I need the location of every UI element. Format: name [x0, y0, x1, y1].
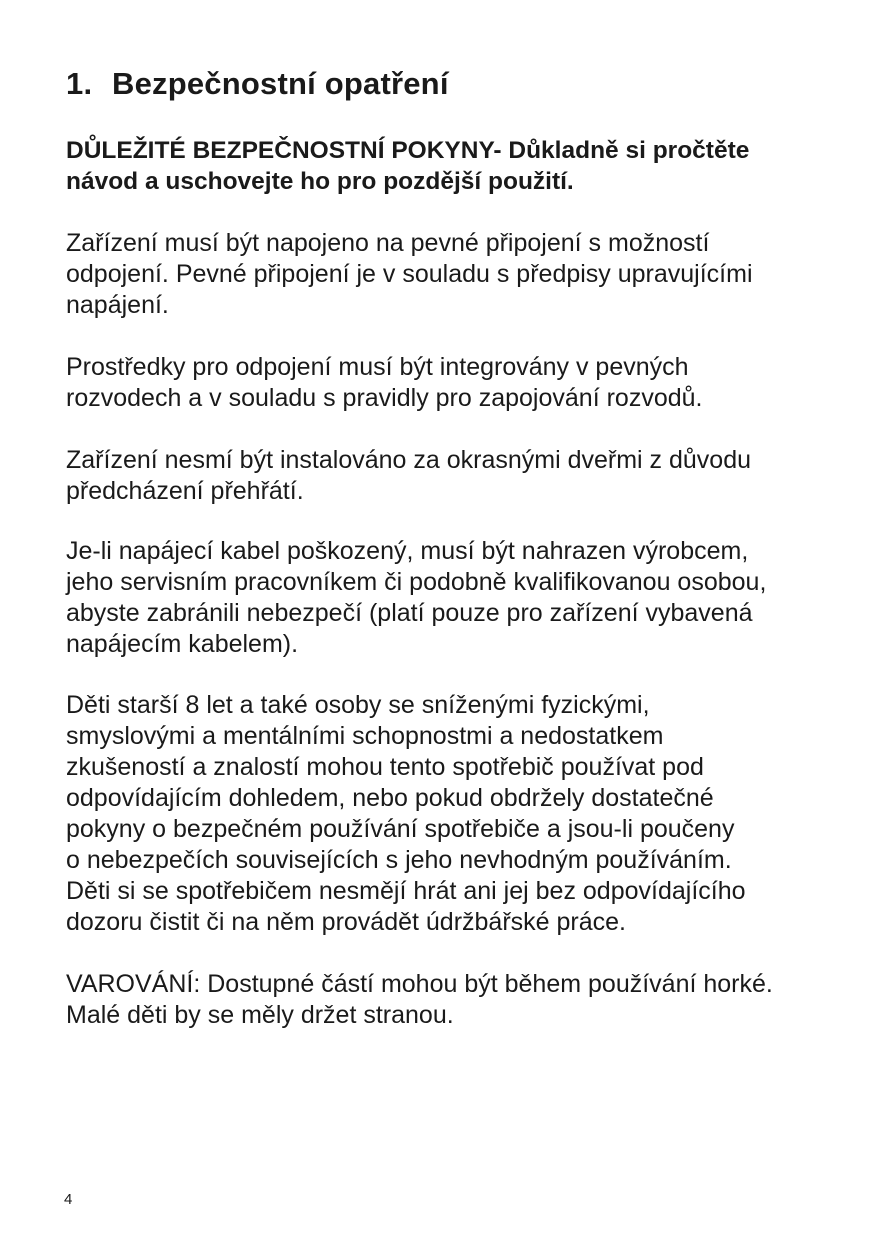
section-heading: [66, 66, 449, 102]
paragraph-disconnection-means: [66, 352, 826, 414]
paragraph-line: Děti si se spotřebičem nesmějí hrát ani jej bez odpovídajícího: [66, 877, 746, 905]
paragraph-line: jeho servisním pracovníkem či podobně kvalifikovanou osobou,: [66, 568, 767, 596]
paragraph-line: odpojení. Pevné připojení je v souladu s předpisy upravujícími: [66, 260, 753, 288]
paragraph-line: Zařízení nesmí být instalováno za okrasnými dveřmi z důvodu: [66, 446, 752, 474]
paragraph-children-supervision: [66, 690, 826, 938]
paragraph-line: předcházení přehřátí.: [66, 477, 304, 505]
paragraph-line: napájecím kabelem).: [66, 630, 299, 658]
paragraph-line: odpovídajícím dohledem, nebo pokud obdržely dostatečné: [66, 784, 714, 812]
paragraph-line: pokyny o bezpečném používání spotřebiče a jsou-li poučeny: [66, 815, 735, 843]
paragraph-warning-hot-parts: [66, 969, 826, 1031]
notice-line: návod a uschovejte ho pro pozdější použití.: [66, 168, 574, 195]
section-number: 1.: [66, 66, 93, 101]
paragraph-line: Prostředky pro odpojení musí být integrovány v pevných: [66, 353, 689, 381]
paragraph-line: Malé děti by se měly držet stranou.: [66, 1001, 454, 1029]
paragraph-line: o nebezpečích souvisejících s jeho nevhodným používáním.: [66, 846, 732, 874]
section-title: Bezpečnostní opatření: [112, 66, 449, 101]
paragraph-line: smyslovými a mentálními schopnostmi a nedostatkem: [66, 722, 664, 750]
paragraph-line: napájení.: [66, 291, 169, 319]
paragraph-line: Zařízení musí být napojeno na pevné připojení s možností: [66, 229, 710, 257]
paragraph-line: rozvodech a v souladu s pravidly pro zapojování rozvodů.: [66, 384, 703, 412]
paragraph-line: abyste zabránili nebezpečí (platí pouze pro zařízení vybavená: [66, 599, 753, 627]
page-number: 4: [64, 1191, 73, 1208]
paragraph-line: zkušeností a znalostí mohou tento spotřebič používat pod: [66, 753, 704, 781]
paragraph-damaged-cable: [66, 536, 826, 660]
paragraph-line: VAROVÁNÍ: Dostupné částí mohou být během používání horké.: [66, 970, 773, 998]
paragraph-installation-doors: [66, 445, 826, 507]
important-safety-notice: [66, 135, 826, 197]
paragraph-fixed-connection: [66, 228, 826, 321]
notice-line: DŮLEŽITÉ BEZPEČNOSTNÍ POKYNY- Důkladně si pročtěte: [66, 137, 750, 164]
paragraph-line: Je-li napájecí kabel poškozený, musí být nahrazen výrobcem,: [66, 537, 749, 565]
paragraph-line: dozoru čistit či na něm provádět údržbářské práce.: [66, 908, 626, 936]
paragraph-line: Děti starší 8 let a také osoby se sníženými fyzickými,: [66, 691, 650, 719]
